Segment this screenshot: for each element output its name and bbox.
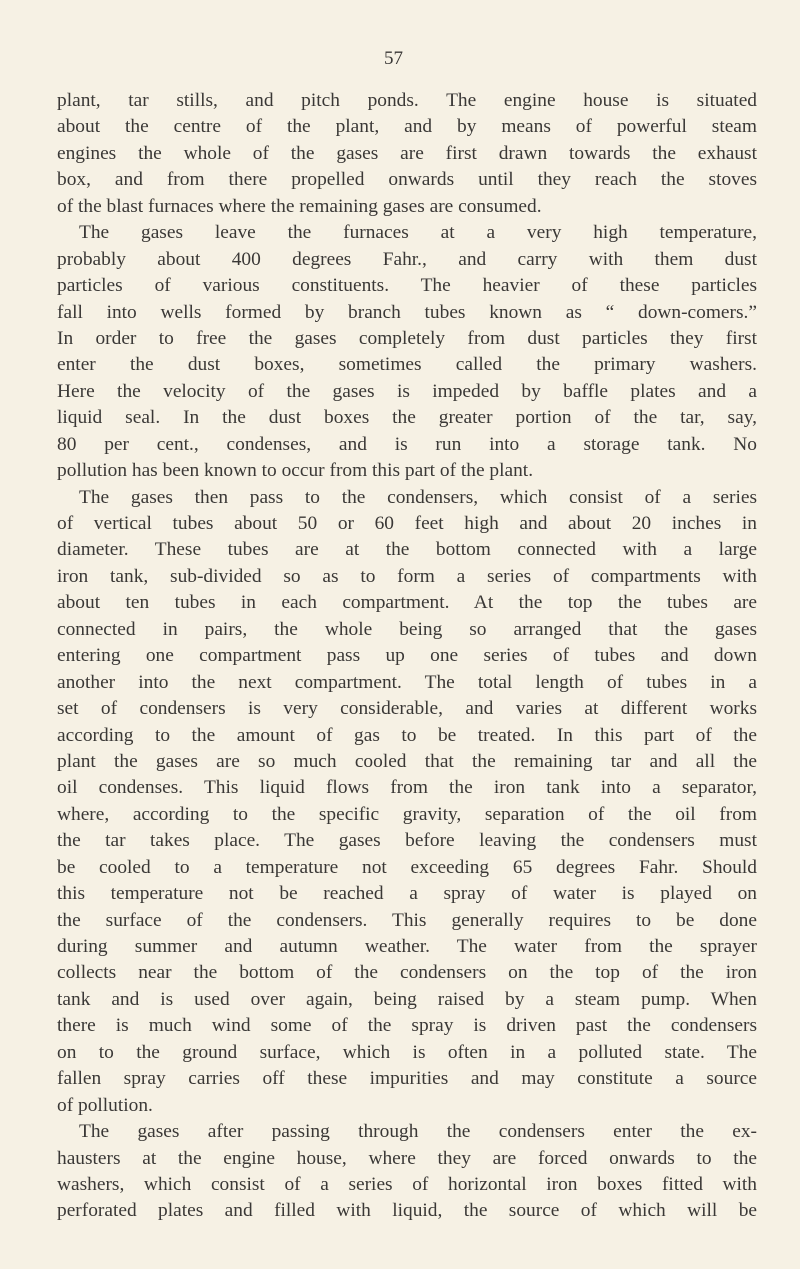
text-line: The gases then pass to the condensers, which consist of a series [79, 486, 757, 508]
text-line: washers, which consist of a series of horizontal iron boxes fitted with [57, 1173, 757, 1195]
body-text [57, 88, 757, 1225]
text-line: The gases after passing through the condensers enter the ex- [79, 1121, 757, 1143]
text-line: tank and is used over again, being raised by a steam pump. When [57, 988, 757, 1010]
text-line: plant the gases are so much cooled that the remaining tar and all the [57, 750, 757, 772]
text-line: Here the velocity of the gases is impeded by baffle plates and a [57, 380, 757, 402]
text-line: pollution has been known to occur from this part of the plant. [57, 460, 534, 482]
text-line: the tar takes place. The gases before leaving the condensers must [57, 830, 757, 852]
text-line: there is much wind some of the spray is driven past the condensers [57, 1015, 757, 1037]
text-line: about the centre of the plant, and by means of powerful steam [57, 116, 757, 138]
text-line: diameter. These tubes are at the bottom connected with a large [57, 539, 757, 561]
text-line: perforated plates and filled with liquid, the source of which will be [57, 1200, 757, 1222]
text-line: of pollution. [57, 1094, 153, 1116]
text-line: liquid seal. In the dust boxes the greater portion of the tar, say, [57, 407, 757, 429]
text-line: of the blast furnaces where the remaining gases are consumed. [57, 195, 542, 217]
text-line: box, and from there propelled onwards until they reach the stoves [57, 169, 757, 191]
text-line: oil condenses. This liquid flows from the iron tank into a separator, [57, 777, 757, 799]
text-line: The gases leave the furnaces at a very high temperature, [79, 222, 757, 244]
page-number: 57 [384, 48, 403, 69]
text-line: be cooled to a temperature not exceeding 65 degrees Fahr. Should [57, 856, 757, 878]
text-line: collects near the bottom of the condensers on the top of the iron [57, 962, 757, 984]
text-line: plant, tar stills, and pitch ponds. The engine house is situated [57, 90, 757, 111]
text-line: fall into wells formed by branch tubes known as “ down-comers.” [57, 301, 757, 323]
text-line: enter the dust boxes, sometimes called the primary washers. [57, 354, 757, 376]
text-line: entering one compartment pass up one series of tubes and down [57, 645, 757, 667]
text-line: engines the whole of the gases are first drawn towards the exhaust [57, 142, 757, 164]
text-line: on to the ground surface, which is often in a polluted state. The [57, 1041, 757, 1063]
text-line: another into the next compartment. The total length of tubes in a [57, 671, 757, 693]
text-line: this temperature not be reached a spray of water is played on [57, 883, 757, 905]
text-line: during summer and autumn weather. The water from the sprayer [57, 936, 757, 957]
text-line: where, according to the specific gravity, separation of the oil from [57, 803, 757, 825]
text-line: probably about 400 degrees Fahr., and carry with them dust [57, 248, 757, 270]
text-line: In order to free the gases completely from dust particles they first [57, 327, 757, 349]
text-line: 80 per cent., condenses, and is run into a storage tank. No [57, 433, 757, 455]
text-line: of vertical tubes about 50 or 60 feet high and about 20 inches in [57, 513, 757, 534]
text-line: set of condensers is very considerable, and varies at different works [57, 698, 757, 720]
text-line: particles of various constituents. The heavier of these particles [57, 275, 757, 297]
text-line: fallen spray carries off these impurities and may constitute a source [57, 1068, 757, 1090]
text-line: according to the amount of gas to be treated. In this part of the [57, 724, 757, 746]
text-line: iron tank, sub-divided so as to form a series of compartments with [57, 565, 757, 587]
text-line: connected in pairs, the whole being so arranged that the gases [57, 618, 757, 640]
text-line: the surface of the condensers. This generally requires to be done [57, 909, 757, 931]
text-line: hausters at the engine house, where they are forced onwards to the [57, 1147, 757, 1169]
text-line: about ten tubes in each compartment. At the top the tubes are [57, 592, 757, 614]
